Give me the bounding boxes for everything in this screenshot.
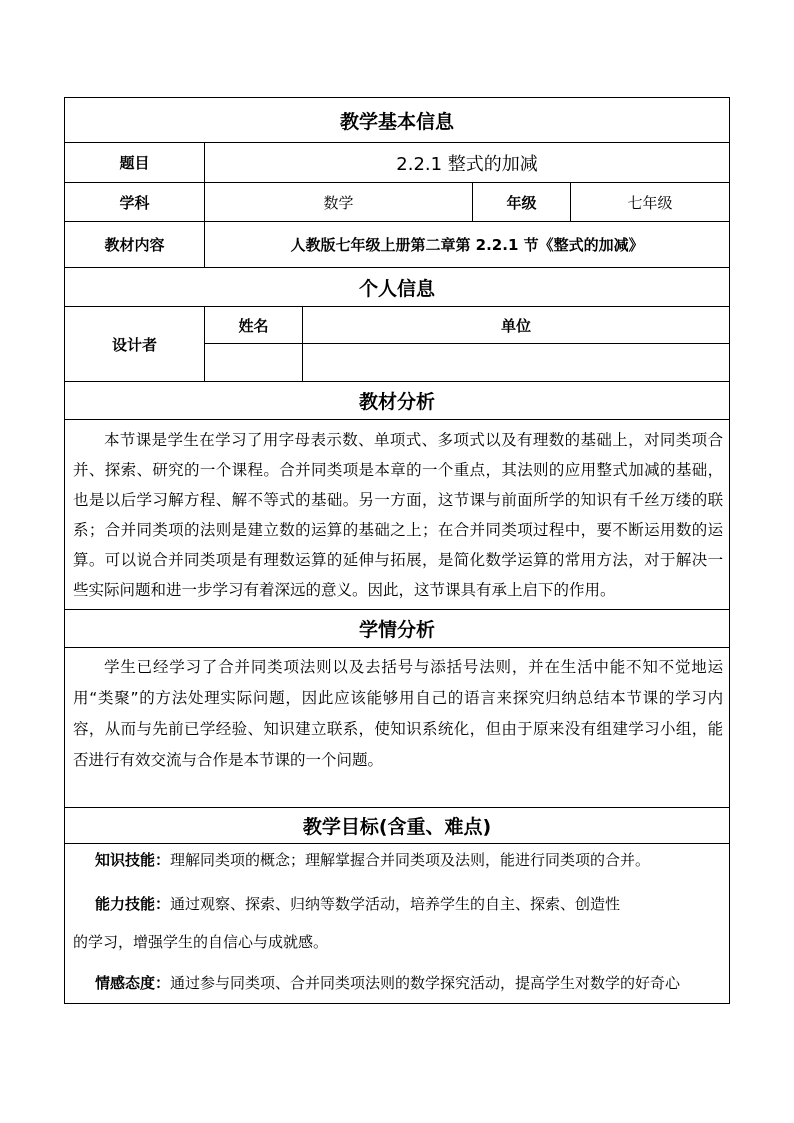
name-label: 姓名	[205, 307, 303, 344]
topic-label: 题目	[65, 143, 205, 183]
unit-value	[303, 344, 730, 382]
goal-ability-label: 能力技能：	[95, 895, 171, 913]
topic-value: 2.2.1 整式的加减	[205, 143, 730, 183]
student-analysis-text: 学生已经学习了合并同类项法则以及去括号与添括号法则，并在生活中能不知不觉地运用“类聚”的方法处理实际问题，因此应该能够用自己的语言来探究归纳总结本节课的学习内容，从而与先前已学经验、知识建立联系，使知识系统化，但由于原来没有组建学习小组，能否进行有效交流与合作是本节课的一个问题。	[73, 658, 724, 769]
goal-ability	[73, 894, 723, 914]
goal-ability-text-1: 通过观察、探索、归纳等数学活动，培养学生的自主、探索、创造性	[170, 895, 621, 913]
section-student-analysis: 学情分析	[65, 610, 730, 648]
content-value: 人教版七年级上册第二章第 2.2.1 节《整式的加减》	[205, 222, 730, 268]
material-analysis-cell	[65, 420, 730, 610]
goal-knowledge	[73, 850, 723, 870]
material-analysis-text: 本节课是学生在学习了用字母表示数、单项式、多项式以及有理数的基础上，对同类项合并、探索、研究的一个课程。合并同类项是本章的一个重点，其法则的应用整式加减的基础，也是以后学习解方程、解不等式的基础。另一方面，这节课与前面所学的知识有千丝万缕的联系；合并同类项的法则是建立数的运算的基础之上；在合并同类项过程中，要不断运用数的运算。可以说合并同类项是有理数运算的延伸与拓展，是简化数学运算的常用方法，对于解决一些实际问题和进一步学习有着深远的意义。因此，这节课具有承上启下的作用。	[73, 430, 724, 599]
student-analysis-cell	[65, 648, 730, 808]
teaching-goals-cell	[65, 844, 730, 1004]
section-teaching-goals: 教学目标(含重、难点)	[65, 808, 730, 844]
goal-knowledge-label: 知识技能：	[95, 851, 171, 869]
section-material-analysis: 教材分析	[65, 382, 730, 420]
designer-label: 设计者	[65, 307, 205, 382]
goal-ability-text-2: 的学习，增强学生的自信心与成就感。	[73, 933, 329, 951]
lesson-plan-table	[64, 97, 730, 1004]
goal-emotion-label: 情感态度：	[95, 974, 171, 992]
content-label: 教材内容	[65, 222, 205, 268]
goal-emotion-text: 通过参与同类项、合并同类项法则的数学探究活动，提高学生对数学的好奇心	[170, 974, 681, 992]
lesson-plan-page	[64, 97, 729, 1004]
name-value	[205, 344, 303, 382]
goal-knowledge-text: 理解同类项的概念；理解掌握合并同类项及法则，能进行同类项的合并。	[170, 851, 651, 869]
unit-label: 单位	[303, 307, 730, 344]
subject-value: 数学	[205, 183, 473, 222]
goal-emotion	[73, 973, 723, 993]
subject-label: 学科	[65, 183, 205, 222]
grade-label: 年级	[473, 183, 571, 222]
section-basic-info: 教学基本信息	[65, 98, 730, 143]
section-personal-info: 个人信息	[65, 268, 730, 307]
grade-value: 七年级	[571, 183, 730, 222]
goal-ability-cont	[73, 932, 723, 952]
